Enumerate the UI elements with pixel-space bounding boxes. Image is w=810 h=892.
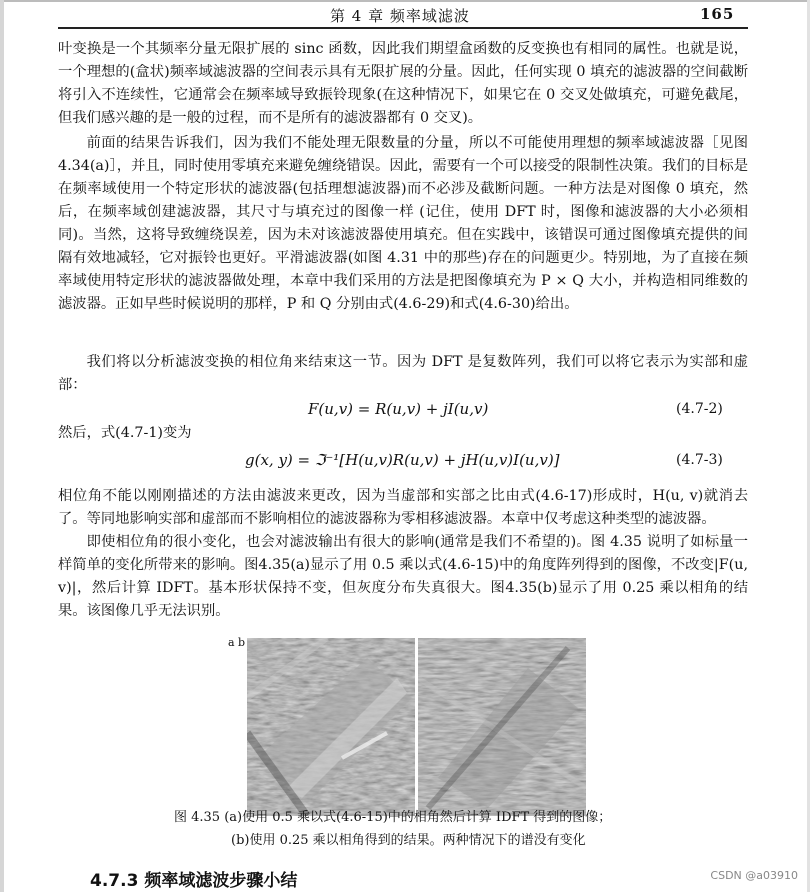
- equation-4-7-2: F(u,v) = R(u,v) + jI(u,v): [308, 400, 489, 418]
- viewer-left-border: [0, 0, 4, 892]
- paragraph-5: 相位角不能以刚刚描述的方法由滤波来更改，因为当虚部和实部之比由式(4.6-17)形成时，H(u, v)就消去了。等同地影响实部和虚部而不影响相位的滤波器称为零相移滤波器。本章中仅考虑这种类型的滤波器。: [58, 488, 748, 527]
- chapter-title: 第 4 章 频率域滤波: [330, 7, 470, 25]
- paragraph-1: 叶变换是一个其频率分量无限扩展的 sinc 函数，因此我们期望盒函数的反变换也有相同的属性。也就是说，一个理想的(盒状)频率域滤波器的空间表示具有无限扩展的分量。因此，任何实现 0 填充的滤波器的空间截断将引入不连续性，它通常会在频率域导致振铃现象(在这种情况下，如果它在 0 交叉处做填充，可避免截尾，但我们感兴趣的是一般的过程，而不是所有的滤波器都有 0 交叉)。: [58, 41, 748, 126]
- equation-4-7-3: g(x, y) = ℑ⁻¹[H(u,v)R(u,v) + jH(u,v)I(u,v)]: [245, 451, 560, 469]
- section-heading: 4.7.3 频率域滤波步骤小结: [90, 871, 298, 891]
- figure-4-35-a-image: [247, 638, 415, 816]
- header-rule: [58, 27, 748, 29]
- paragraph-3: 我们将以分析滤波变换的相位角来结束这一节。因为 DFT 是复数阵列，我们可以将它表示为实部和虚部：: [58, 354, 748, 393]
- figure-panel-labels: a b: [228, 636, 246, 649]
- figure-caption-line-1: 图 4.35 (a)使用 0.5 乘以式(4.6-15)中的相角然后计算 IDFT 得到的图像；: [174, 810, 612, 825]
- page-top-edge: [0, 0, 810, 2]
- paragraph-6: 即使相位角的很小变化，也会对滤波输出有很大的影响(通常是我们不希望的)。图 4.35 说明了如标量一样简单的变化所带来的影响。图4.35(a)显示了用 0.5 乘以式(4.6-15)中的角度阵列得到的图像，不改变|F(u, v)|，然后计算 IDFT。基本形状保持不变，但灰度分布失真很大。图4.35(b)显示了用 0.25 乘以相角的结果。该图像几乎无法识别。: [58, 534, 748, 619]
- equation-number-4-7-2: (4.7-2): [676, 401, 723, 417]
- paragraph-2: 前面的结果告诉我们，因为我们不能处理无限数量的分量，所以不可能使用理想的频率域滤波器［见图4.34(a)］，并且，同时使用零填充来避免缠绕错误。因此，需要有一个可以接受的限制性决策。我们的目标是在频率域使用一个特定形状的滤波器(包括理想滤波器)而不必涉及截断问题。一种方法是对图像 0 填充，然后，在频率域创建滤波器，其尺寸与填充过的图像一样 (记住，使用 DFT 时，图像和滤波器的大小必须相同)。当然，这将导致缠绕误差，因为未对该滤波器使用填充。但在实践中，该错误可通过图像填充提供的间隔有效地减轻，它对振铃也更好。平滑滤波器(如图 4.31 中的那些)存在的问题更少。特别地，为了直接在频率域使用特定形状的滤波器做处理，本章中我们采用的方法是把图像填充为 P × Q 大小，并构造相同维数的滤波器。正如早些时候说明的那样，P 和 Q 分别由式(4.6-29)和式(4.6-30)给出。: [58, 135, 748, 312]
- watermark: CSDN @a03910: [710, 869, 798, 882]
- page-number: 165: [700, 5, 735, 23]
- paragraph-4: 然后，式(4.7-1)变为: [58, 425, 192, 441]
- running-header: [330, 5, 735, 26]
- figure-caption-line-2: (b)使用 0.25 乘以相角得到的结果。两种情况下的谱没有变化: [231, 833, 586, 848]
- figure-4-35-b-image: [418, 638, 586, 816]
- equation-number-4-7-3: (4.7-3): [676, 452, 723, 468]
